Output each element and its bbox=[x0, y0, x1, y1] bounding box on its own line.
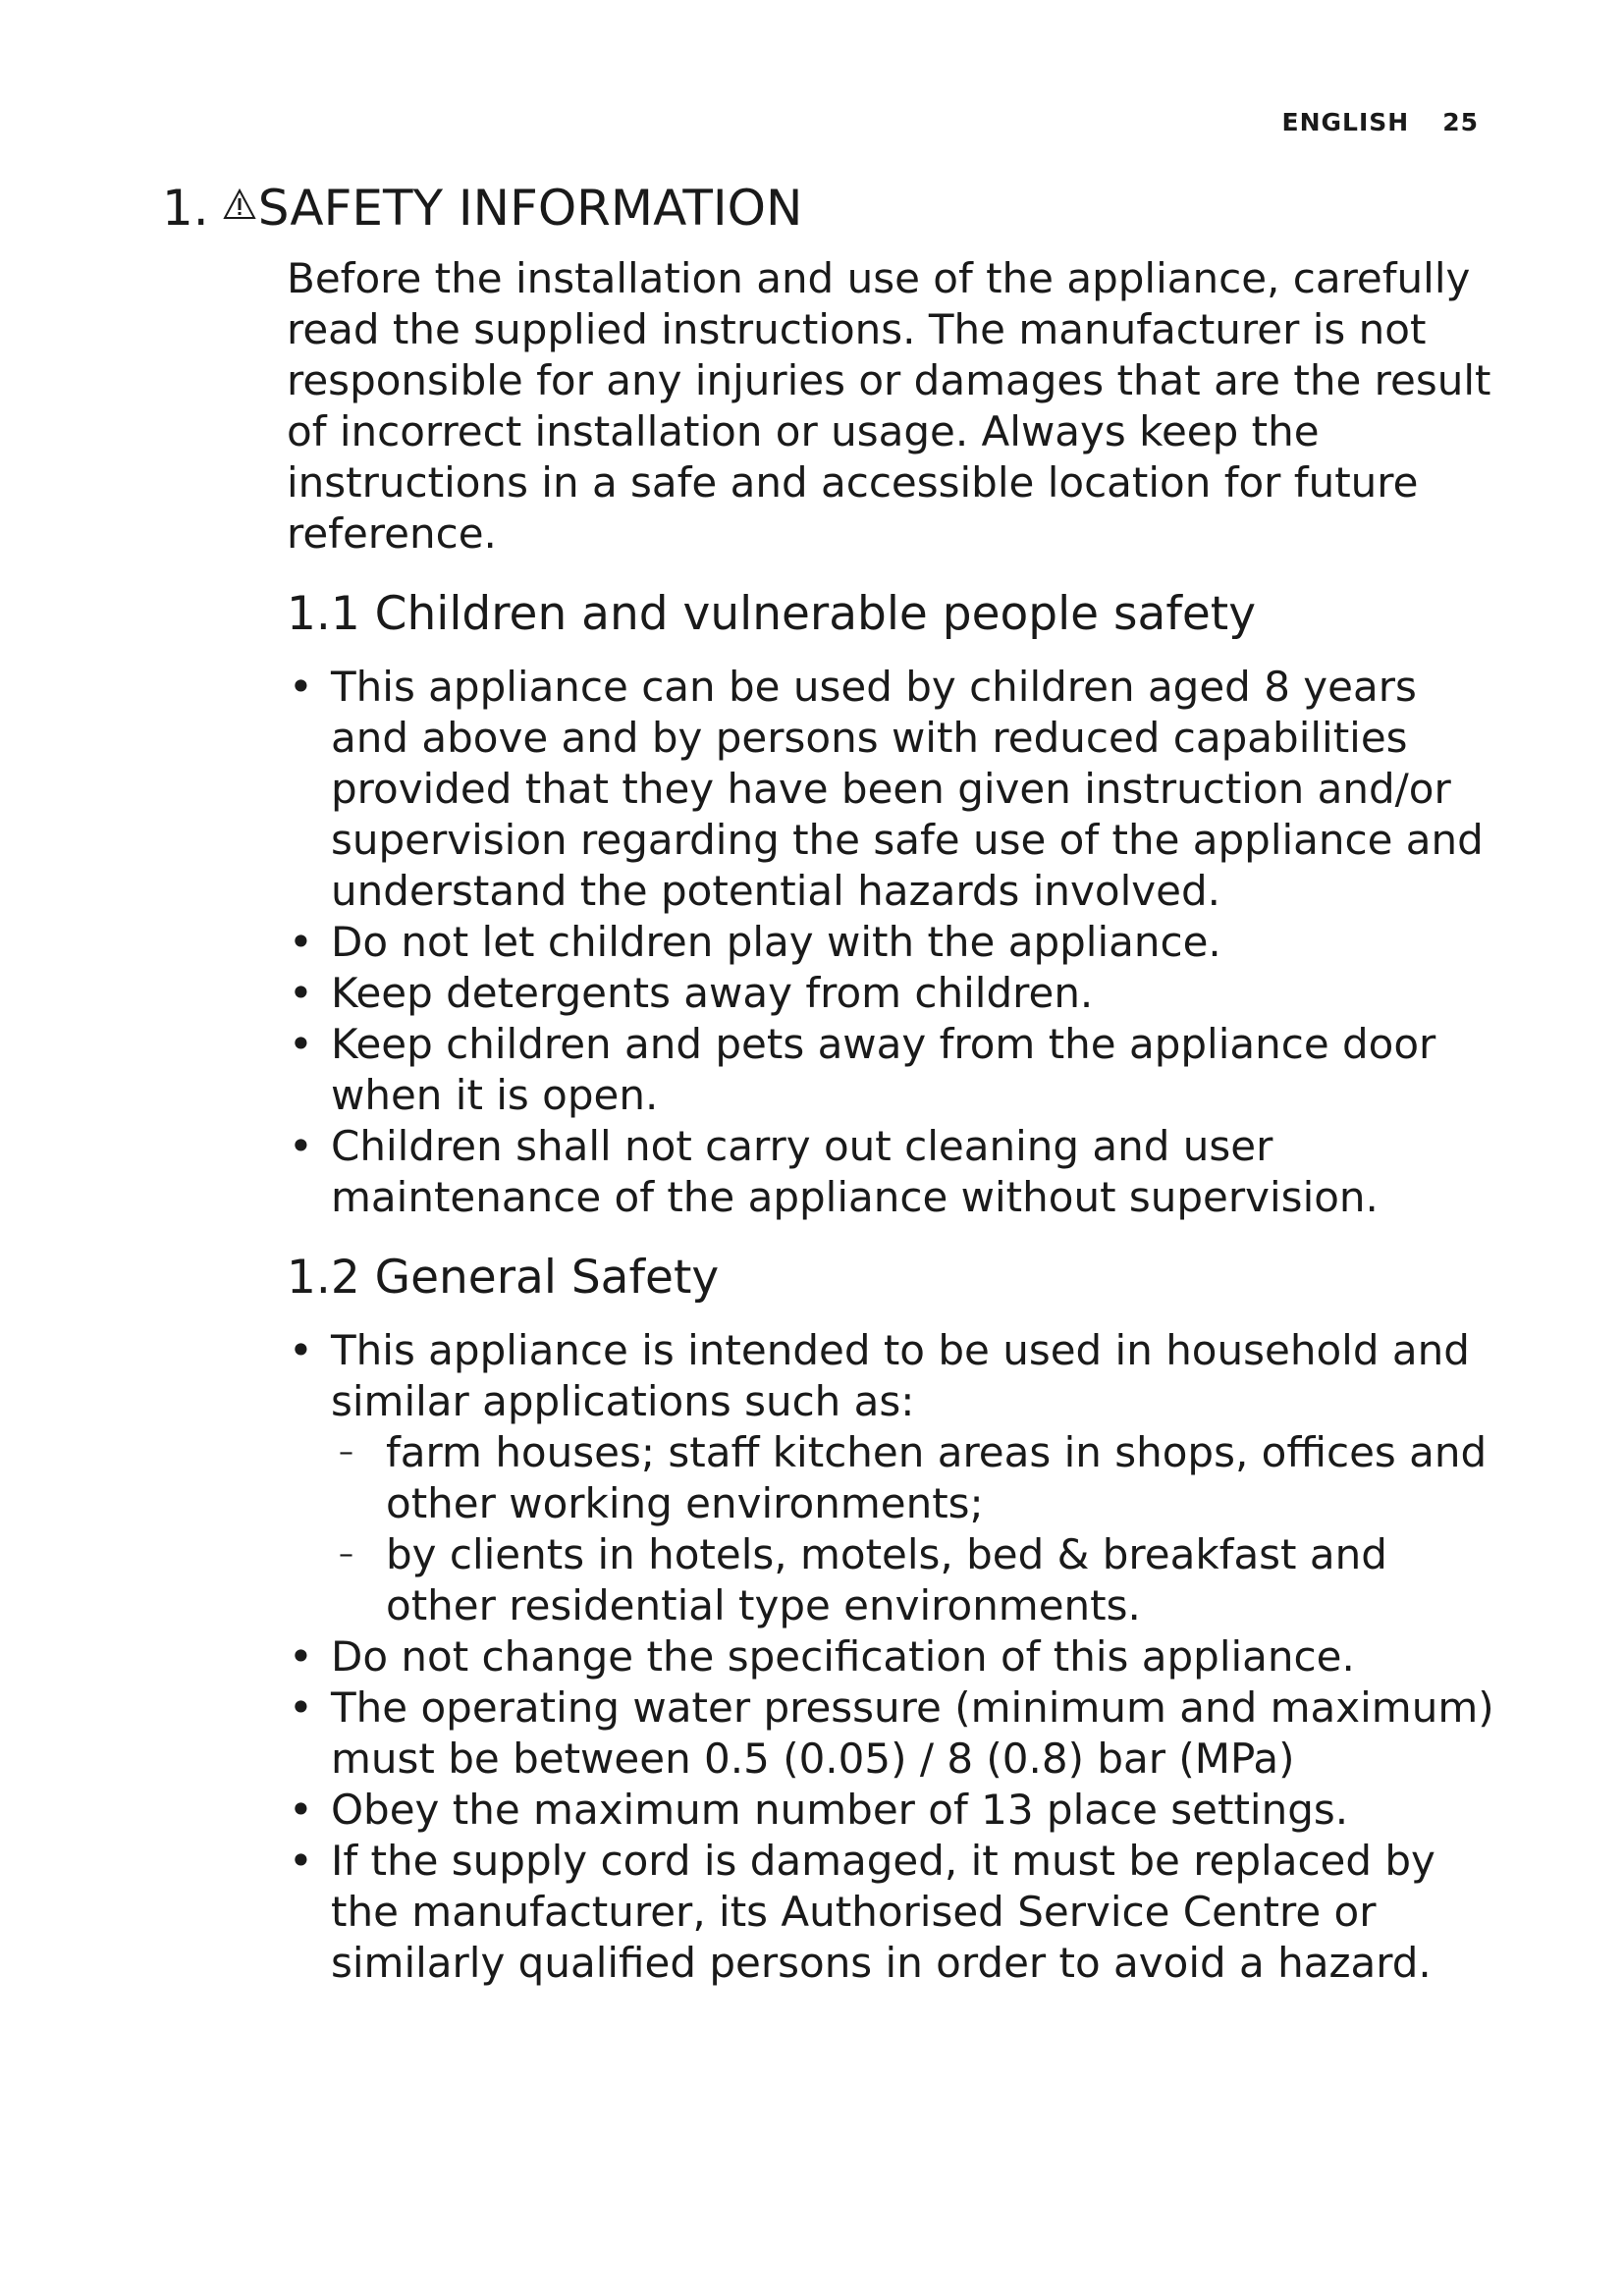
general-safety-list bbox=[287, 1325, 1494, 1989]
list-item: • Keep children and pets away from the appliance door when it is open. bbox=[287, 1019, 1494, 1121]
language-label: ENGLISH bbox=[1281, 108, 1410, 136]
page-number: 25 bbox=[1442, 108, 1479, 136]
list-item: • Obey the maximum number of 13 place settings. bbox=[287, 1785, 1494, 1836]
intro-paragraph: Before the installation and use of the appliance, carefully read the supplied instructions. The manufacturer is not responsible for any injuries or damages that are the result of incorrect installation or usage. Always keep the instructions in a safe and accessible location for future reference. bbox=[287, 254, 1491, 558]
warning-icon bbox=[223, 187, 256, 221]
subsection-title-children: 1.1 Children and vulnerable people safety bbox=[287, 587, 1257, 641]
section-number: 1. bbox=[162, 180, 209, 237]
sub-list-item: – farm houses; staff kitchen areas in shops, offices and other working environments; bbox=[331, 1427, 1494, 1529]
section-title-text: SAFETY INFORMATION bbox=[257, 180, 803, 237]
list-item: • This appliance can be used by children aged 8 years and above and by persons with reduced capabilities provided that they have been given instruction and/or supervision regarding the safe use of the appliance and understand the potential hazards involved. bbox=[287, 662, 1494, 917]
sub-list bbox=[331, 1427, 1494, 1631]
sub-list-item: – by clients in hotels, motels, bed & breakfast and other residential type environments. bbox=[331, 1529, 1494, 1631]
list-item: • Keep detergents away from children. bbox=[287, 968, 1494, 1019]
subsection-title-general: 1.2 General Safety bbox=[287, 1251, 720, 1305]
list-item: • Children shall not carry out cleaning and user maintenance of the appliance without supervision. bbox=[287, 1121, 1494, 1223]
content bbox=[287, 253, 1494, 1989]
list-item-text: This appliance is intended to be used in household and similar applications such as: bbox=[331, 1326, 1470, 1425]
list-item: • The operating water pressure (minimum and maximum) must be between 0.5 (0.05) / 8 (0.8) bar (MPa) bbox=[287, 1682, 1494, 1785]
section-title bbox=[162, 180, 802, 237]
page-header bbox=[1282, 108, 1479, 136]
children-safety-list bbox=[287, 662, 1494, 1223]
list-item bbox=[287, 1325, 1494, 1631]
list-item: • Do not let children play with the appliance. bbox=[287, 917, 1494, 968]
list-item: • If the supply cord is damaged, it must be replaced by the manufacturer, its Authorised Service Centre or similarly qualified persons in order to avoid a hazard. bbox=[287, 1836, 1494, 1989]
list-item: • Do not change the specification of this appliance. bbox=[287, 1631, 1494, 1682]
